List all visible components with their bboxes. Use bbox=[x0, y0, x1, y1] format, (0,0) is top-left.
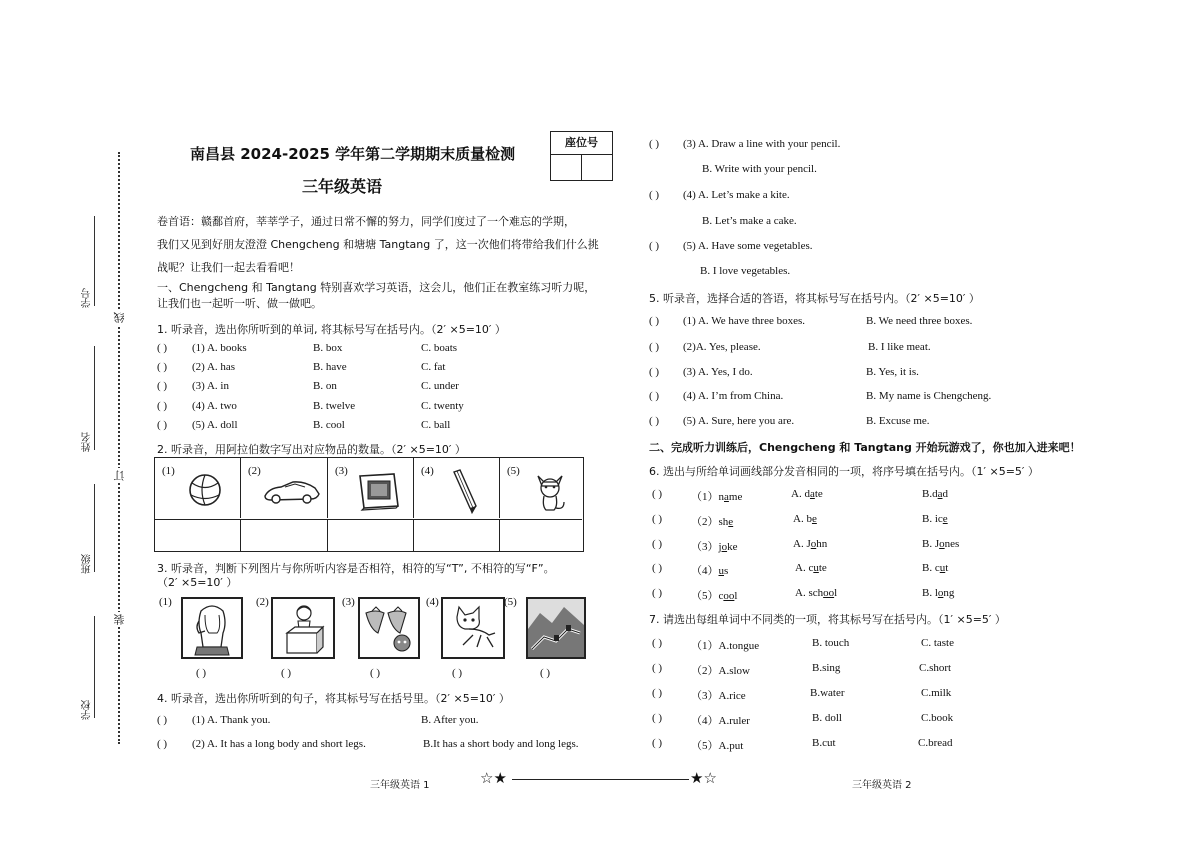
q2-cell-number: (2) bbox=[248, 465, 261, 477]
q1-answer-paren[interactable]: ( ) bbox=[157, 380, 168, 392]
q7-answer-paren[interactable]: ( ) bbox=[652, 737, 663, 749]
q7-option-b: B. doll bbox=[812, 712, 842, 724]
q7-option-c: C.book bbox=[921, 712, 954, 724]
margin-mark-bind: 装 bbox=[113, 614, 126, 625]
q3-answer-paren[interactable]: ( ) bbox=[452, 667, 463, 679]
q6-word: （1）name bbox=[691, 491, 743, 503]
q3-picture-frame bbox=[358, 597, 420, 659]
q3-number: (4) bbox=[426, 596, 439, 608]
q7-option-a: （5）A.put bbox=[691, 740, 744, 752]
q6-answer-paren[interactable]: ( ) bbox=[652, 513, 663, 525]
q3-number: (2) bbox=[256, 596, 269, 608]
q5-option-b: B. My name is Chengcheng. bbox=[866, 390, 992, 402]
q2-cell-number: (4) bbox=[421, 465, 434, 477]
q1-option-b: B. on bbox=[313, 380, 337, 392]
q2-count-table bbox=[154, 457, 584, 552]
binding-margin-dotted-line bbox=[118, 152, 120, 744]
q7-option-b: B. touch bbox=[812, 637, 850, 649]
pencil-icon bbox=[432, 466, 496, 514]
q6-word: （2）she bbox=[691, 516, 734, 528]
q1-answer-paren[interactable]: ( ) bbox=[157, 342, 168, 354]
q1-option-c: C. twenty bbox=[421, 400, 464, 412]
q4-option-a: (5) A. Have some vegetables. bbox=[683, 240, 813, 252]
q7-option-c: C. taste bbox=[921, 637, 954, 649]
footer-page-label-left: 三年级英语 1 bbox=[370, 780, 430, 791]
q5-answer-paren[interactable]: ( ) bbox=[649, 315, 660, 327]
q7-option-b: B.water bbox=[810, 687, 845, 699]
footer-divider bbox=[512, 779, 689, 780]
part1-heading-line-1: 一、Chengcheng 和 Tangtang 特别喜欢学习英语，这会儿，他们正在教室练习听力呢， bbox=[157, 281, 596, 294]
q4-title: 4. 听录音，选出你所听到的句子，将其标号写在括号里。（2′ ×5=10′ ） bbox=[157, 692, 510, 705]
page-title: 南昌县 2024-2025 学年第二学期期末质量检测 bbox=[190, 145, 516, 163]
q1-option-c: C. under bbox=[421, 380, 459, 392]
q5-answer-paren[interactable]: ( ) bbox=[649, 415, 660, 427]
star-icon: ☆★ bbox=[480, 769, 507, 787]
part2-heading: 二、完成听力训练后，Chengcheng 和 Tangtang 开始玩游戏了，你也加入进来吧！ bbox=[649, 441, 1081, 454]
q3-answer-paren[interactable]: ( ) bbox=[196, 667, 207, 679]
q3-score: （2′ ×5=10′ ） bbox=[157, 576, 238, 589]
star-icon: ★☆ bbox=[690, 769, 717, 787]
q4-answer-paren[interactable]: ( ) bbox=[649, 138, 660, 150]
q2-cell bbox=[155, 458, 241, 518]
q5-option-b: B. I like meat. bbox=[868, 341, 931, 353]
book-icon bbox=[346, 466, 410, 514]
q2-answer-cell[interactable] bbox=[328, 519, 414, 551]
q2-cell-number: (1) bbox=[162, 465, 175, 477]
q1-option-a: (3) A. in bbox=[192, 380, 229, 392]
q2-title: 2. 听录音，用阿拉伯数字写出对应物品的数量。（2′ ×5=10′ ） bbox=[157, 443, 466, 456]
intro-line-1: 卷首语：赣鄱首府，莘莘学子，通过日常不懈的努力，同学们度过了一个难忘的学期， bbox=[157, 215, 575, 228]
q1-option-a: (5) A. doll bbox=[192, 419, 238, 431]
q4-answer-paren[interactable]: ( ) bbox=[649, 189, 660, 201]
q2-answer-cell[interactable] bbox=[500, 519, 582, 551]
q4-option-a: (4) A. Let’s make a kite. bbox=[683, 189, 790, 201]
q7-answer-paren[interactable]: ( ) bbox=[652, 712, 663, 724]
q5-option-a: (1) A. We have three boxes. bbox=[683, 315, 806, 327]
q1-option-a: (2) A. has bbox=[192, 361, 236, 373]
q6-option-b: B.dad bbox=[922, 488, 948, 500]
q2-cell-number: (3) bbox=[335, 465, 348, 477]
q6-answer-paren[interactable]: ( ) bbox=[652, 562, 663, 574]
q6-answer-paren[interactable]: ( ) bbox=[652, 488, 663, 500]
q2-answer-cell[interactable] bbox=[241, 519, 328, 551]
q6-word: （3）joke bbox=[691, 541, 738, 553]
q5-option-b: B. Yes, it is. bbox=[866, 366, 919, 378]
seat-number-box bbox=[550, 131, 613, 181]
q3-number: (1) bbox=[159, 596, 172, 608]
margin-mark-line: 线 bbox=[113, 312, 126, 323]
q4-option-b: B. I love vegetables. bbox=[700, 265, 791, 277]
q7-option-a: （3）A.rice bbox=[691, 690, 746, 702]
q2-cell bbox=[414, 458, 500, 518]
q5-title: 5. 听录音，选择合适的答语，将其标号写在括号内。（2′ ×5=10′ ） bbox=[649, 292, 980, 305]
page-subtitle: 三年级英语 bbox=[302, 177, 383, 196]
footer-page-label-right: 三年级英语 2 bbox=[852, 780, 912, 791]
q7-option-b: B.cut bbox=[812, 737, 836, 749]
q4-option-b: B. Write with your pencil. bbox=[702, 163, 817, 175]
q1-answer-paren[interactable]: ( ) bbox=[157, 361, 168, 373]
q4-answer-paren[interactable]: ( ) bbox=[649, 240, 660, 252]
q7-option-a: （4）A.ruler bbox=[691, 715, 750, 727]
q3-picture-frame bbox=[526, 597, 586, 659]
intro-line-2: 我们又见到好朋友澄澄 Chengcheng 和塘塘 Tangtang 了，这一次他们将带给我们什么挑 bbox=[157, 238, 599, 251]
q3-number: (3) bbox=[342, 596, 355, 608]
q5-answer-paren[interactable]: ( ) bbox=[649, 366, 660, 378]
q4-answer-paren[interactable]: ( ) bbox=[157, 738, 168, 750]
q6-option-b: B. cut bbox=[922, 562, 949, 574]
q1-option-c: C. fat bbox=[421, 361, 446, 373]
intro-line-3: 战呢？让我们一起去看看吧！ bbox=[157, 261, 300, 274]
toy-car-icon bbox=[259, 466, 323, 514]
margin-field-school: 学校 bbox=[82, 700, 93, 720]
q1-option-b: B. cool bbox=[313, 419, 345, 431]
q5-option-a: (2)A. Yes, please. bbox=[683, 341, 761, 353]
q2-answer-cell[interactable] bbox=[155, 519, 241, 551]
q7-answer-paren[interactable]: ( ) bbox=[652, 687, 663, 699]
q5-option-b: B. Excuse me. bbox=[866, 415, 930, 427]
q1-option-a: (4) A. two bbox=[192, 400, 237, 412]
margin-mark-staple: 订 bbox=[113, 470, 126, 481]
q7-option-c: C.bread bbox=[918, 737, 953, 749]
q3-answer-paren[interactable]: ( ) bbox=[540, 667, 551, 679]
q6-title: 6. 选出与所给单词画线部分发音相同的一项，将序号填在括号内。（1′ ×5=5′ ） bbox=[649, 465, 1039, 478]
margin-field-student-id: 学号 bbox=[82, 288, 93, 308]
part1-heading-line-2: 让我们也一起听一听、做一做吧。 bbox=[157, 297, 322, 310]
q1-option-b: B. have bbox=[313, 361, 347, 373]
q6-answer-paren[interactable]: ( ) bbox=[652, 587, 663, 599]
q5-answer-paren[interactable]: ( ) bbox=[649, 390, 660, 402]
q7-option-a: （1）A.tongue bbox=[691, 640, 760, 652]
q7-answer-paren[interactable]: ( ) bbox=[652, 662, 663, 674]
q4-answer-paren[interactable]: ( ) bbox=[157, 714, 168, 726]
q5-answer-paren[interactable]: ( ) bbox=[649, 341, 660, 353]
q3-title: 3. 听录音，判断下列图片与你所听内容是否相符，相符的写“T”, 不相符的写“F”。 bbox=[157, 562, 555, 575]
margin-line-school bbox=[94, 616, 95, 718]
margin-line-student-id bbox=[94, 216, 95, 306]
q6-word: （5）cool bbox=[691, 590, 738, 602]
q2-cell bbox=[328, 458, 414, 518]
q5-option-a: (3) A. Yes, I do. bbox=[683, 366, 753, 378]
q4-option-b: B.It has a short body and long legs. bbox=[423, 738, 579, 750]
q6-option-b: B. long bbox=[922, 587, 955, 599]
q1-option-b: B. box bbox=[313, 342, 343, 354]
q4-option-a: (2) A. It has a long body and short legs. bbox=[192, 738, 366, 750]
q2-cell bbox=[500, 458, 582, 518]
boy-in-box-icon bbox=[273, 599, 333, 657]
q1-title: 1. 听录音，选出你所听到的单词, 将其标号写在括号内。（2′ ×5=10′ ） bbox=[157, 323, 506, 336]
q1-option-b: B. twelve bbox=[313, 400, 356, 412]
q3-picture-frame bbox=[181, 597, 243, 659]
q7-option-c: C.milk bbox=[921, 687, 952, 699]
q4-option-b: B. Let’s make a cake. bbox=[702, 215, 797, 227]
q1-option-c: C. boats bbox=[421, 342, 458, 354]
margin-field-class: 班级 bbox=[82, 554, 93, 574]
great-wall-icon bbox=[528, 599, 584, 657]
q3-answer-paren[interactable]: ( ) bbox=[281, 667, 292, 679]
q2-cell bbox=[241, 458, 328, 518]
q1-answer-paren[interactable]: ( ) bbox=[157, 419, 168, 431]
q4-option-b: B. After you. bbox=[421, 714, 479, 726]
seat-number-label: 座位号 bbox=[551, 132, 612, 155]
q1-option-a: (1) A. books bbox=[192, 342, 247, 354]
q6-option-b: B. Jones bbox=[922, 538, 960, 550]
margin-line-name bbox=[94, 346, 95, 450]
q6-option-a: A. school bbox=[795, 587, 838, 599]
q5-option-a: (4) A. I’m from China. bbox=[683, 390, 784, 402]
q6-option-a: A. John bbox=[793, 538, 828, 550]
q1-answer-paren[interactable]: ( ) bbox=[157, 400, 168, 412]
q6-option-a: A. cute bbox=[795, 562, 827, 574]
q6-option-a: A. be bbox=[793, 513, 817, 525]
q6-option-b: B. ice bbox=[922, 513, 948, 525]
q2-answer-cell[interactable] bbox=[414, 519, 500, 551]
q3-picture-frame bbox=[441, 597, 505, 659]
q3-picture-frame bbox=[271, 597, 335, 659]
q7-option-b: B.sing bbox=[812, 662, 841, 674]
q4-option-a: (3) A. Draw a line with your pencil. bbox=[683, 138, 841, 150]
q5-option-a: (5) A. Sure, here you are. bbox=[683, 415, 795, 427]
q7-option-a: （2）A.slow bbox=[691, 665, 750, 677]
q6-word: （4）us bbox=[691, 565, 729, 577]
cat-icon bbox=[518, 466, 582, 514]
strawberries-icon bbox=[360, 599, 418, 657]
running-dog-icon bbox=[443, 599, 503, 657]
q3-number: (5) bbox=[504, 596, 517, 608]
q3-answer-paren[interactable]: ( ) bbox=[370, 667, 381, 679]
q6-option-a: A. date bbox=[791, 488, 823, 500]
q7-option-c: C.short bbox=[919, 662, 952, 674]
q5-option-b: B. We need three boxes. bbox=[866, 315, 973, 327]
q7-title: 7. 请选出每组单词中不同类的一项，将其标号写在括号内。（1′ ×5=5′ ） bbox=[649, 613, 1006, 626]
q1-option-c: C. ball bbox=[421, 419, 451, 431]
q2-cell-number: (5) bbox=[507, 465, 520, 477]
margin-field-name: 姓名 bbox=[82, 432, 93, 452]
q4-option-a: (1) A. Thank you. bbox=[192, 714, 271, 726]
q6-answer-paren[interactable]: ( ) bbox=[652, 538, 663, 550]
q7-answer-paren[interactable]: ( ) bbox=[652, 637, 663, 649]
listening-girl-icon bbox=[183, 599, 241, 657]
ball-icon bbox=[173, 466, 237, 514]
margin-line-class bbox=[94, 484, 95, 572]
